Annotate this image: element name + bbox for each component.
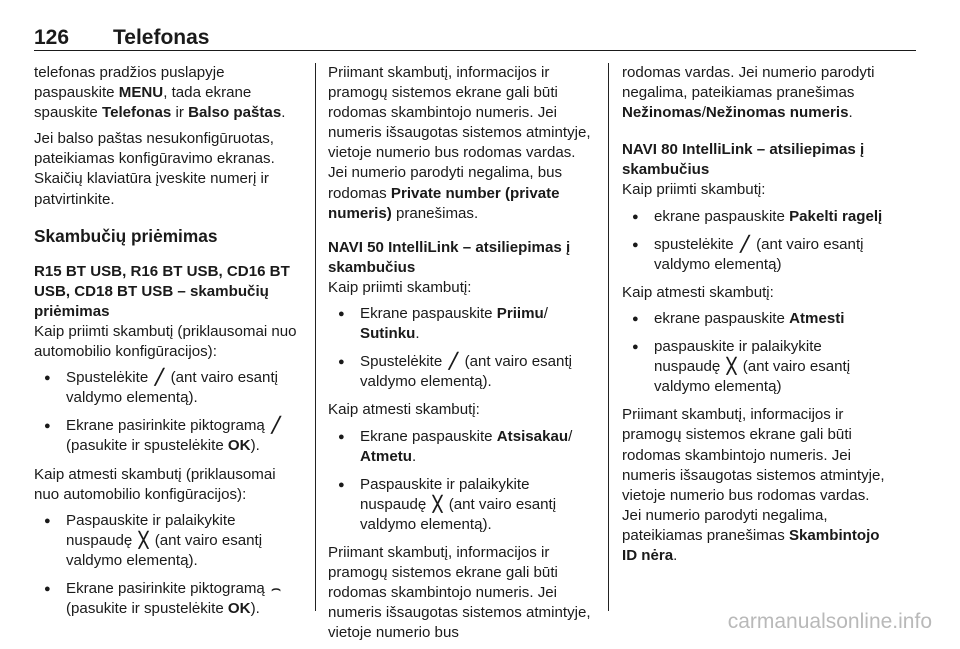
column-1 <box>34 63 300 627</box>
paragraph: telefonas pradžios puslapyje paspauskite MENU, tada ekrane spauskite Telefonas ir Balso paštas. <box>34 64 286 122</box>
paragraph: Kaip atmesti skambutį: <box>622 283 774 301</box>
paragraph: rodomas vardas. Jei numerio parodyti negalima, pateikiamas pranešimas Nežinomas/Nežinomas numeris. <box>622 64 875 122</box>
page-number: 126 <box>34 26 70 49</box>
paragraph: Priimant skambutį, informacijos ir pramogų sistemos ekrane gali būti rodomas skambintojo numeris. Jei numeris išsaugotas sistemos atmintyje, vietoje numerio bus rodomas vardas. Jei numerio parodyti negalima, pateikiamas pranešimas Skambintojo ID nėra. <box>622 406 885 564</box>
paragraph: Kaip atmesti skambutį: <box>328 401 480 419</box>
bullet-list <box>622 309 888 397</box>
column-2 <box>328 63 596 649</box>
paragraph: Kaip priimti skambutį: <box>328 278 472 296</box>
watermark: carmanualsonline.info <box>727 610 932 633</box>
page-title: Telefonas <box>113 26 210 49</box>
column-3 <box>622 63 888 572</box>
list-item: ● Paspauskite ir palaikykite nuspaudę ╳ (ant vairo esantį valdymo elementą). <box>34 511 300 571</box>
phone-reject-icon: ╳ <box>138 531 149 549</box>
list-item: ● paspauskite ir palaikykite nuspaudę ╳ (ant vairo esantį valdymo elementą) <box>622 337 888 397</box>
page-header <box>34 26 916 51</box>
bullet-list <box>34 511 300 619</box>
list-item: ● ekrane paspauskite Atmesti <box>622 309 888 329</box>
paragraph: Priimant skambutį, informacijos ir pramogų sistemos ekrane gali būti rodomas skambintojo numeris. Jei numeris išsaugotas sistemos atmintyje, vietoje numerio bus <box>328 543 591 642</box>
phone-hangup-icon: ⌢ <box>271 579 281 597</box>
paragraph: Jei balso paštas nesukonfigūruotas, pateikiamas konfigūravimo ekranas. Skaičių klaviatūra įveskite numerį ir patvirtinkite. <box>34 130 275 208</box>
subsection-heading: NAVI 50 IntelliLink – atsiliepimas į skambučius <box>328 238 571 276</box>
subsection-heading: R15 BT USB, R16 BT USB, CD16 BT USB, CD18 BT USB – skambučių priėmimas <box>34 262 290 320</box>
list-item: ● Paspauskite ir palaikykite nuspaudę ╳ (ant vairo esantį valdymo elementą). <box>328 475 596 535</box>
list-item: ● Ekrane pasirinkite piktogramą ╱ (pasukite ir spustelėkite OK). <box>34 416 300 456</box>
phone-accept-icon: ╱ <box>154 369 164 387</box>
bullet-list <box>34 368 300 456</box>
phone-accept-icon: ╱ <box>448 353 458 371</box>
paragraph: Kaip priimti skambutį (priklausomai nuo automobilio konfigūracijos): <box>34 322 297 361</box>
paragraph: Priimant skambutį, informacijos ir pramogų sistemos ekrane gali būti rodomas skambintojo numeris. Jei numeris išsaugotas sistemos atmintyje, vietoje numerio bus rodomas vardas. Jei numerio parodyti negalima, bus rodomas Private number (private numeris) pranešimas. <box>328 64 591 222</box>
paragraph: Kaip priimti skambutį: <box>622 181 766 199</box>
paragraph: Kaip atmesti skambutį (priklausomai nuo automobilio konfigūracijos): <box>34 465 276 503</box>
phone-accept-icon: ╱ <box>740 235 750 253</box>
list-item: ● Ekrane paspauskite Atsisakau/ Atmetu. <box>328 427 596 467</box>
column-divider <box>608 63 609 611</box>
list-item: ● Spustelėkite ╱ (ant vairo esantį valdymo elementą). <box>34 368 300 408</box>
list-item: ● Ekrane pasirinkite piktogramą ⌢ (pasukite ir spustelėkite OK). <box>34 579 300 619</box>
column-divider <box>315 63 316 611</box>
list-item: ● ekrane paspauskite Pakelti ragelį <box>622 207 888 227</box>
list-item: ● spustelėkite ╱ (ant vairo esantį valdymo elementą) <box>622 235 888 275</box>
phone-accept-icon: ╱ <box>271 417 281 435</box>
list-item: ● Spustelėkite ╱ (ant vairo esantį valdymo elementą). <box>328 352 596 392</box>
list-item: ● Ekrane paspauskite Priimu/ Sutinku. <box>328 304 596 344</box>
subsection-heading: NAVI 80 IntelliLink – atsiliepimas į skambučius <box>622 141 865 179</box>
bullet-list <box>328 427 596 535</box>
section-heading: Skambučių priėmimas <box>34 225 218 246</box>
phone-reject-icon: ╳ <box>432 495 443 513</box>
phone-reject-icon: ╳ <box>726 358 737 376</box>
bullet-list <box>622 207 888 275</box>
bullet-list <box>328 304 596 392</box>
